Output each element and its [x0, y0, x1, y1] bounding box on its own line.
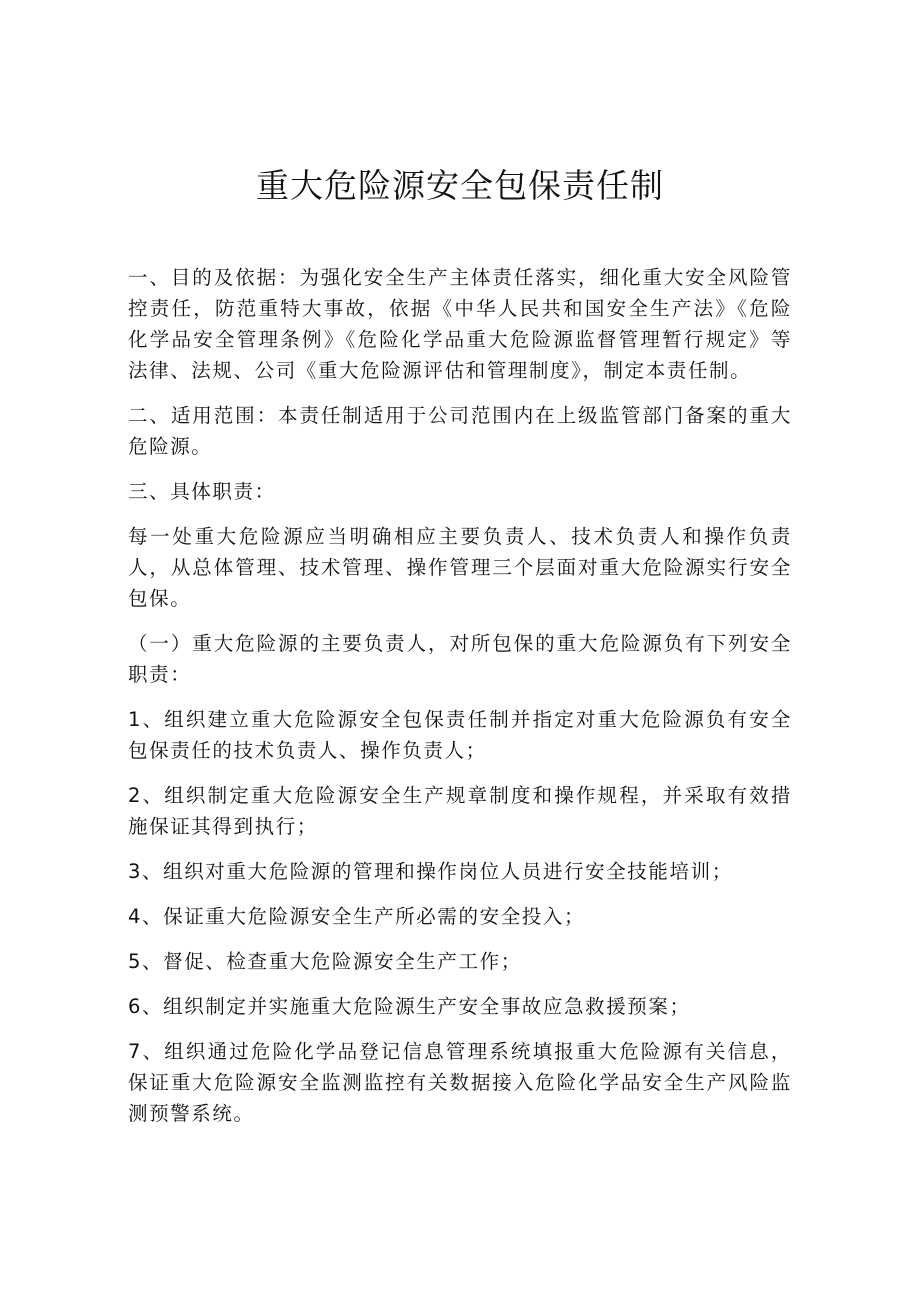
duty-item-5: 5、督促、检查重大危险源安全生产工作；: [128, 950, 522, 973]
document-body: [128, 262, 792, 1143]
section-purpose-paragraph: 一、目的及依据：为强化安全生产主体责任落实，细化重大安全风险管控责任，防范重特大事故，依据《中华人民共和国安全生产法》《危险化学品安全管理条例》《危险化学品重大危险源监督管理暂行规定》等法律、法规、公司《重大危险源评估和管理制度》，制定本责任制。: [128, 266, 792, 382]
duty-item-4: 4、保证重大危险源安全生产所必需的安全投入；: [128, 905, 586, 928]
duty-item-1: 1、组织建立重大危险源安全包保责任制并指定对重大危险源负有安全包保责任的技术负责人、操作负责人；: [128, 708, 792, 762]
duty-item-7: 7、组织通过危险化学品登记信息管理系统填报重大危险源有关信息，保证重大危险源安全监测监控有关数据接入危险化学品安全生产风险监测预警系统。: [128, 1040, 792, 1125]
duty-item-6: 6、组织制定并实施重大危险源生产安全事故应急救援预案；: [128, 995, 691, 1018]
section-duties-heading: 三、具体职责：: [128, 480, 276, 503]
duty-item-2: 2、组织制定重大危险源安全生产规章制度和操作规程，并采取有效措施保证其得到执行；: [128, 784, 792, 838]
duty-item-3: 3、组织对重大危险源的管理和操作岗位人员进行安全技能培训；: [128, 860, 733, 883]
section-scope-paragraph: 二、适用范围：本责任制适用于公司范围内在上级监管部门备案的重大危险源。: [128, 404, 792, 458]
duties-intro-paragraph: 每一处重大危险源应当明确相应主要负责人、技术负责人和操作负责人，从总体管理、技术管理、操作管理三个层面对重大危险源实行安全包保。: [128, 525, 792, 610]
document-title: 重大危险源安全包保责任制: [256, 166, 664, 205]
principal-responsible-paragraph: （一）重大危险源的主要负责人，对所包保的重大危险源负有下列安全职责：: [128, 632, 792, 686]
